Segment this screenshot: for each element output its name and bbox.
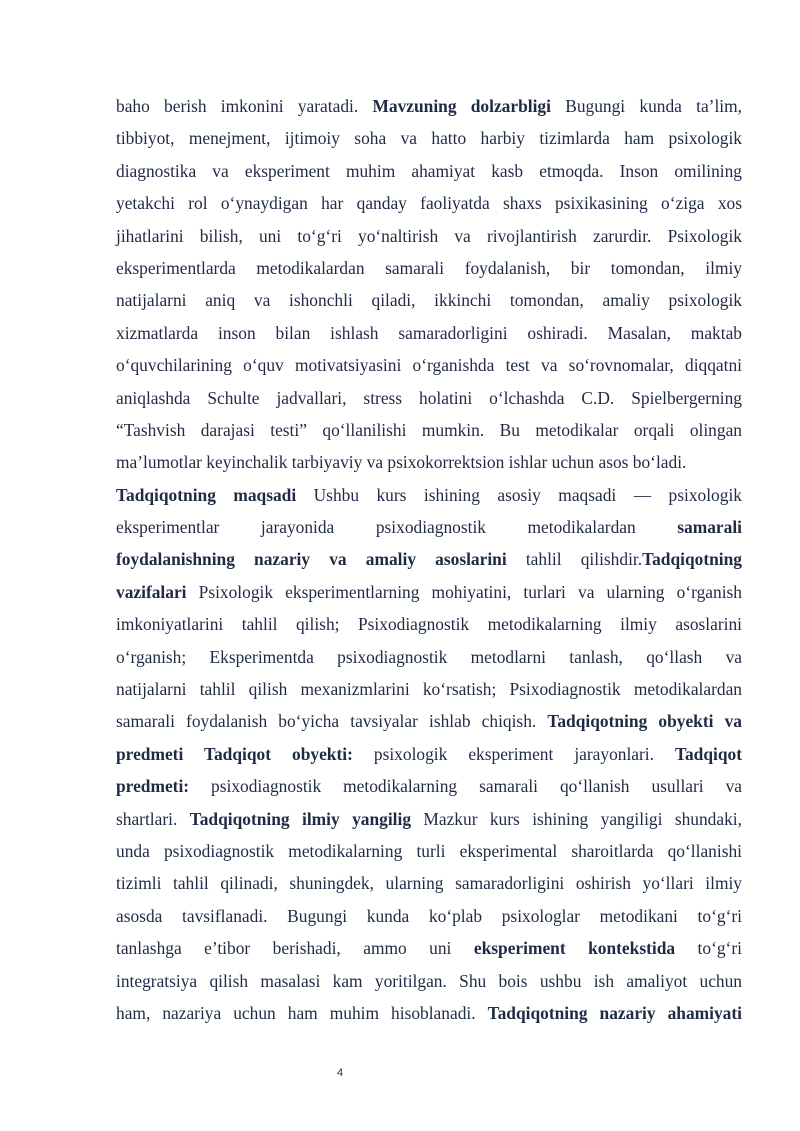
bold-text-segment: Tadqiqotning maqsadi: [116, 484, 297, 505]
text-segment: asosda tavsiflanadi. Bugungi kunda ko‘plab psixologlar metodikani to‘g‘ri: [116, 905, 742, 926]
text-line: [116, 511, 742, 543]
text-segment: Ushbu kurs ishining asosiy maqsadi — psixologik: [296, 484, 742, 505]
text-line: [116, 738, 742, 770]
text-line: [116, 608, 742, 640]
text-segment: o‘quvchilarining o‘quv motivatsiyasini o‘rganishda test va so‘rovnomalar, diqqatni: [116, 355, 742, 376]
text-line: [116, 867, 742, 899]
text-segment: yetakchi rol o‘ynaydigan har qanday faoliyatda shaxs psixikasining o‘ziga xos: [116, 193, 742, 214]
text-segment: ma’lumotlar keyinchalik tarbiyaviy va psixokorrektsion ishlar uchun asos bo‘ladi.: [116, 452, 687, 473]
text-segment: Psixologik eksperimentlarning mohiyatini, turlari va ularning o‘rganish: [186, 581, 742, 602]
text-segment: psixologik eksperiment jarayonlari.: [352, 743, 675, 764]
bold-text-segment: Tadqiqotning: [642, 549, 742, 570]
text-line: [116, 220, 742, 252]
text-segment: tanlashga e’tibor berishadi, ammo uni: [116, 938, 474, 959]
text-segment: tibbiyot, menejment, ijtimoiy soha va hatto harbiy tizimlarda ham psixologik: [116, 128, 742, 149]
bold-text-segment: Tadqiqotning ilmiy yangilig: [189, 808, 412, 829]
text-line: [116, 252, 742, 284]
text-line: [116, 641, 742, 673]
text-line: [116, 446, 742, 478]
text-segment: imkoniyatlarini tahlil qilish; Psixodiagnostik metodikalarning ilmiy asoslarini: [116, 614, 742, 635]
text-segment: o‘rganish; Eksperimentda psixodiagnostik metodlarni tanlash, qo‘llash va: [116, 646, 742, 667]
text-line: [116, 965, 742, 997]
text-segment: diagnostika va eksperiment muhim ahamiyat kasb etmoqda. Inson omilining: [116, 160, 742, 181]
body-text: [116, 90, 742, 1029]
text-segment: aniqlashda Schulte jadvallari, stress holatini o‘lchashda C.D. Spielbergerning: [116, 387, 742, 408]
bold-text-segment: predmeti:: [116, 776, 190, 797]
text-line: [116, 90, 742, 122]
text-segment: to‘g‘ri: [675, 938, 742, 959]
text-segment: Mazkur kurs ishining yangiligi shundaki,: [411, 808, 742, 829]
text-line: [116, 382, 742, 414]
text-segment: samarali foydalanish bo‘yicha tavsiyalar ishlab chiqish.: [116, 711, 548, 732]
text-segment: ham, nazariya uchun ham muhim hisoblanadi.: [116, 1002, 488, 1023]
bold-text-segment: vazifalari: [116, 581, 187, 602]
text-line: [116, 576, 742, 608]
text-line: [116, 673, 742, 705]
text-line: [116, 284, 742, 316]
text-segment: tahlil qilishdir.: [506, 549, 643, 570]
bold-text-segment: eksperiment kontekstida: [473, 938, 676, 959]
text-segment: xizmatlarda inson bilan ishlash samaradorligini oshiradi. Masalan, maktab: [116, 322, 742, 343]
text-line: [116, 803, 742, 835]
text-line: [116, 835, 742, 867]
bold-text-segment: predmeti Tadqiqot obyekti:: [116, 743, 353, 764]
text-line: [116, 155, 742, 187]
text-segment: natijalarni tahlil qilish mexanizmlarini ko‘rsatish; Psixodiagnostik metodikalardan: [116, 679, 742, 700]
text-line: [116, 932, 742, 964]
text-line: [116, 187, 742, 219]
text-segment: baho berish imkonini yaratadi.: [116, 96, 373, 116]
text-line: [116, 349, 742, 381]
text-segment: eksperimentlarda metodikalardan samarali foydalanish, bir tomondan, ilmiy: [116, 257, 742, 278]
text-line: [116, 997, 742, 1029]
text-line: [116, 479, 742, 511]
text-segment: tizimli tahlil qilinadi, shuningdek, ularning samaradorligini oshirish yo‘llari ilmiy: [116, 873, 742, 894]
text-line: [116, 900, 742, 932]
text-segment: shartlari.: [116, 808, 190, 829]
text-segment: Bugungi kunda ta’lim,: [550, 96, 742, 116]
text-segment: jihatlarini bilish, uni to‘g‘ri yo‘naltirish va rivojlantirish zarurdir. Psixologik: [116, 225, 742, 246]
text-line: [116, 317, 742, 349]
text-line: [116, 122, 742, 154]
bold-text-segment: Tadqiqot: [674, 743, 743, 764]
text-segment: natijalarni aniq va ishonchli qiladi, ikkinchi tomondan, amaliy psixologik: [116, 290, 742, 311]
text-segment: integratsiya qilish masalasi kam yoritilgan. Shu bois ushbu ish amaliyot uchun: [116, 970, 742, 991]
text-line: [116, 414, 742, 446]
bold-text-segment: Mavzuning dolzarbligi: [372, 96, 551, 116]
text-line: [116, 770, 742, 802]
bold-text-segment: Tadqiqotning nazariy ahamiyati: [487, 1002, 742, 1023]
text-segment: eksperimentlar jarayonida psixodiagnostik metodikalardan: [116, 517, 678, 538]
text-segment: unda psixodiagnostik metodikalarning turli eksperimental sharoitlarda qo‘llanishi: [116, 840, 742, 861]
bold-text-segment: Tadqiqotning obyekti va: [547, 711, 742, 732]
page-number: 4: [336, 1067, 344, 1079]
text-line: [116, 705, 742, 737]
bold-text-segment: samarali: [677, 517, 742, 538]
text-segment: “Tashvish darajasi testi” qo‘llanilishi mumkin. Bu metodikalar orqali olingan: [116, 419, 742, 440]
bold-text-segment: foydalanishning nazariy va amaliy asoslarini: [116, 549, 507, 570]
text-line: [116, 543, 742, 575]
text-segment: psixodiagnostik metodikalarning samarali qo‘llanish usullari va: [189, 776, 742, 797]
